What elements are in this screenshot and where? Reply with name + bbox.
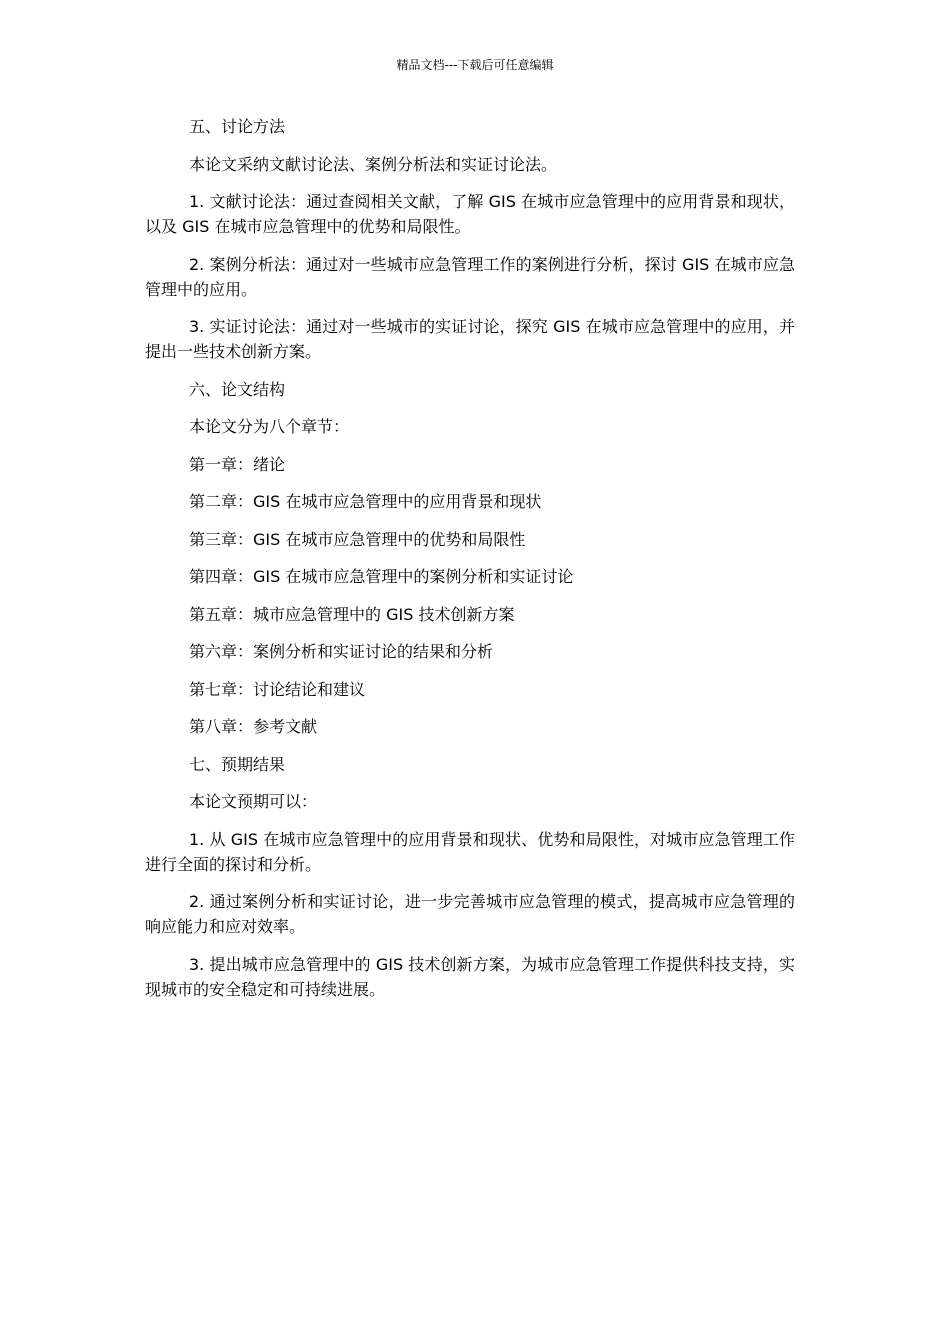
expected-result-item: 1. 从 GIS 在城市应急管理中的应用背景和现状、优势和局限性，对城市应急管理工作进行全面的探讨和分析。 xyxy=(145,829,795,874)
method-item-case-analysis: 2. 案例分析法：通过对一些城市应急管理工作的案例进行分析，探讨 GIS 在城市应急管理中的应用。 xyxy=(145,254,795,299)
chapter-item: 第五章：城市应急管理中的 GIS 技术创新方案 xyxy=(189,604,515,624)
chapter-item: 第二章：GIS 在城市应急管理中的应用背景和现状 xyxy=(189,492,542,511)
chapter-item: 第一章：绪论 xyxy=(189,454,286,474)
expected-result-item: 2. 通过案例分析和实证讨论，进一步完善城市应急管理的模式，提高城市应急管理的响应能力和应对效率。 xyxy=(145,892,795,936)
method-item-empirical: 3. 实证讨论法：通过对一些城市的实证讨论，探究 GIS 在城市应急管理中的应用，并提出一些技术创新方案。 xyxy=(145,317,795,361)
method-item-literature: 1. 文献讨论法：通过查阅相关文献，了解 GIS 在城市应急管理中的应用背景和现状，以及 GIS 在城市应急管理中的优势和局限性。 xyxy=(145,192,795,236)
methods-intro: 本论文采纳文献讨论法、案例分析法和实证讨论法。 xyxy=(189,154,558,174)
chapter-item: 第三章：GIS 在城市应急管理中的优势和局限性 xyxy=(189,529,526,549)
structure-intro: 本论文分为八个章节： xyxy=(189,417,350,436)
section-heading-expected-results: 七、预期结果 xyxy=(189,754,286,774)
expected-result-item: 3. 提出城市应急管理中的 GIS 技术创新方案，为城市应急管理工作提供科技支持，实现城市的安全稳定和可持续进展。 xyxy=(145,954,795,999)
chapter-item: 第七章：讨论结论和建议 xyxy=(189,679,366,699)
document-body xyxy=(145,114,795,1014)
page-header: 精品文档---下载后可任意编辑 xyxy=(396,58,554,72)
expected-results-intro: 本论文预期可以： xyxy=(189,792,318,811)
section-heading-structure: 六、论文结构 xyxy=(189,379,286,399)
chapter-item: 第六章：案例分析和实证讨论的结果和分析 xyxy=(189,642,494,661)
section-heading-methods: 五、讨论方法 xyxy=(189,117,286,136)
chapter-item: 第四章：GIS 在城市应急管理中的案例分析和实证讨论 xyxy=(189,567,574,586)
chapter-item: 第八章：参考文献 xyxy=(189,717,318,736)
